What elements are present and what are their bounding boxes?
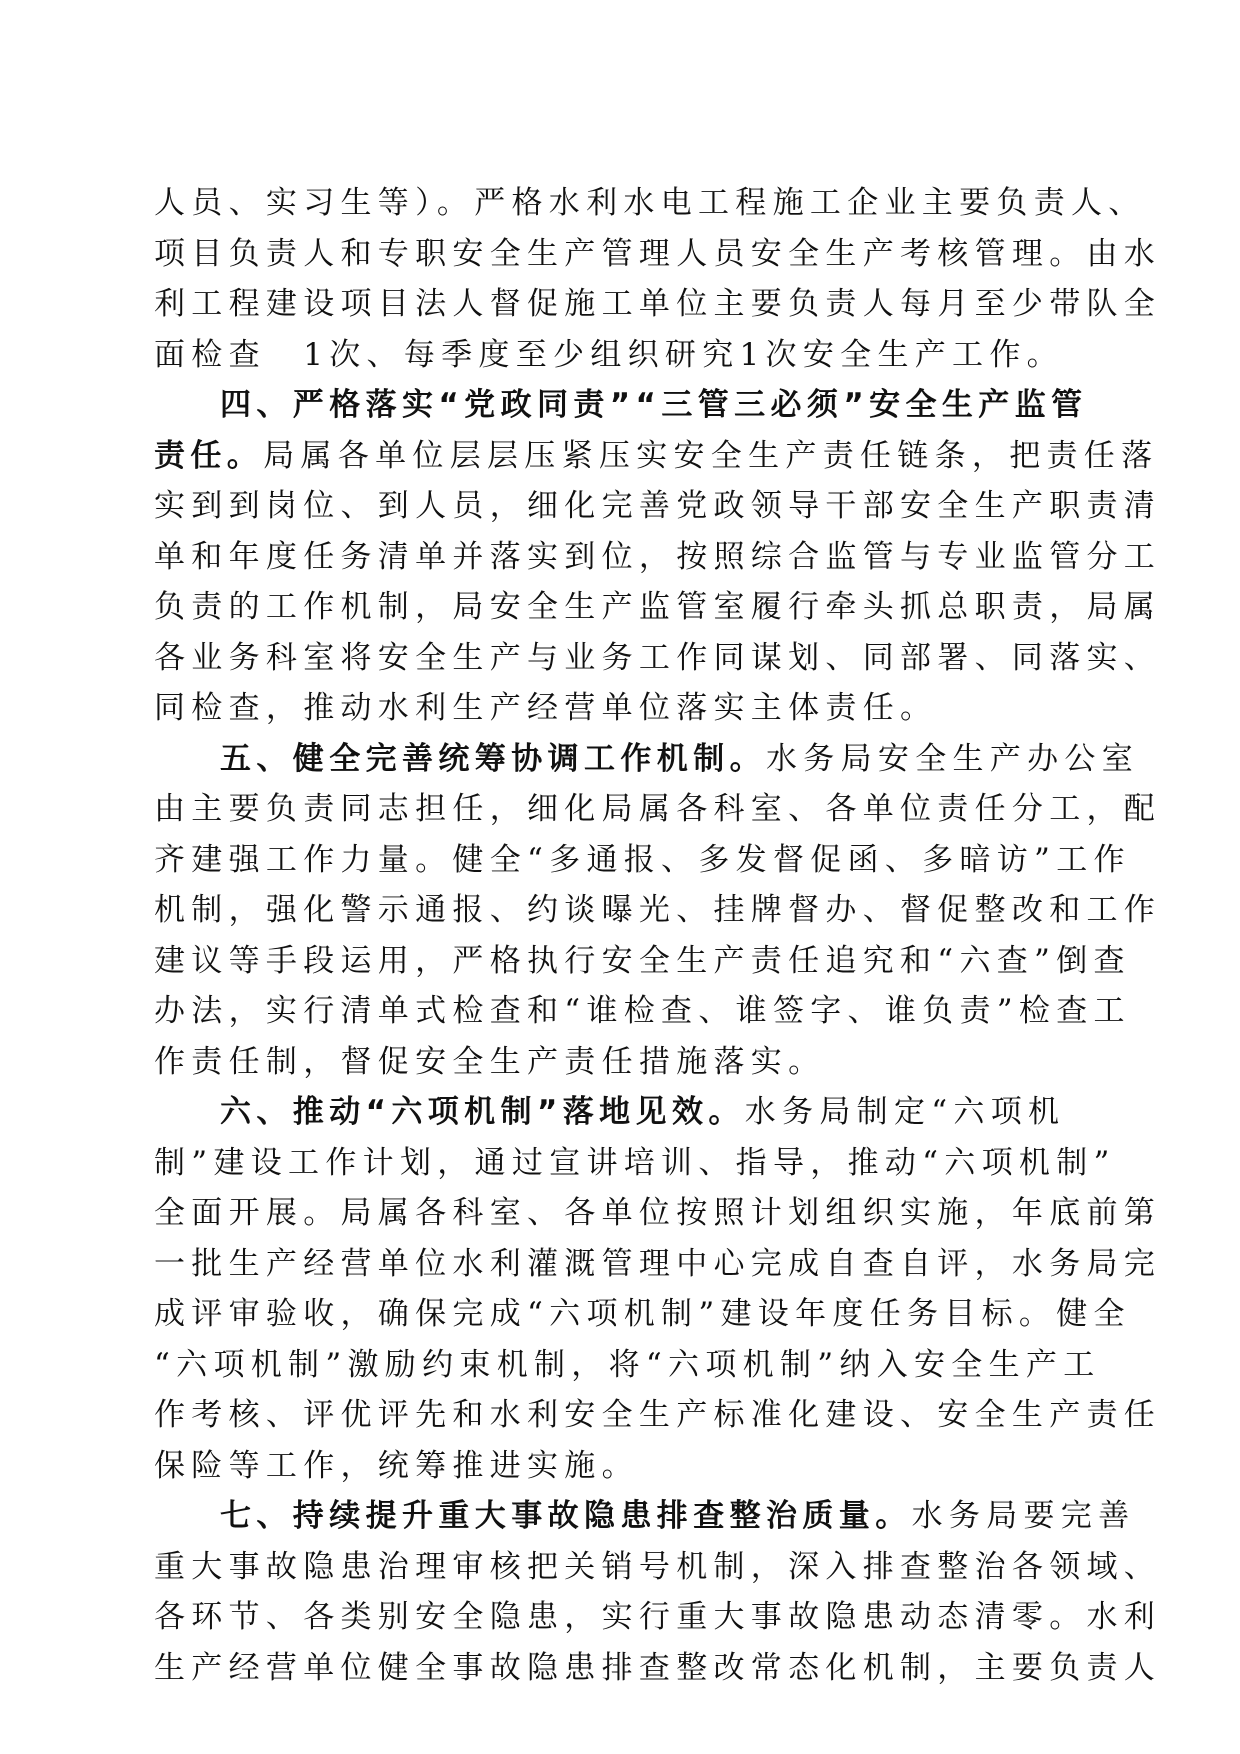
text-line — [154, 431, 1159, 482]
text-line: 负责的工作机制，局安全生产监管室履行牵头抓总职责，局属 — [154, 589, 1162, 625]
text-line: 各环节、各类别安全隐患，实行重大事故隐患动态清零。水利 — [154, 1599, 1162, 1635]
text-line: 一批生产经营单位水利灌溉管理中心完成自查自评，水务局完 — [154, 1245, 1162, 1282]
text-line: 成评审验收，确保完成“六项机制”建设年度任务目标。健全 — [154, 1296, 1131, 1332]
text-line: 单和年度任务清单并落实到位，按照综合监管与专业监管分工 — [154, 538, 1162, 575]
text-line: 作考核、评优评先和水利安全生产标准化建设、安全生产责任 — [154, 1397, 1162, 1433]
text-line: 面检查 1次、每季度至少组织研究1次安全生产工作。 — [154, 336, 1064, 373]
paragraph-section-7 — [154, 1491, 1162, 1693]
text-line: 人员、实习生等）。严格水利水电工程施工企业主要负责人、 — [154, 185, 1146, 221]
section-heading-end: 责任。 — [154, 437, 264, 474]
text-line — [154, 1491, 1136, 1542]
text-line-rest: 局属各单位层层压紧压实安全生产责任链条，把责任落 — [263, 437, 1159, 474]
paragraph-continuation — [154, 178, 1162, 380]
text-line: 机制，强化警示通报、约谈曝光、挂牌督办、督促整改和工作 — [154, 892, 1162, 928]
text-line-rest: 水务局制定“六项机 — [744, 1094, 1066, 1130]
section-heading: 五、健全完善统筹协调工作机制。 — [220, 740, 766, 777]
text-line: 建议等手段运用，严格执行安全生产责任追究和“六查”倒查 — [154, 942, 1131, 979]
paragraph-section-6 — [154, 1087, 1162, 1491]
text-line: 全面开展。局属各科室、各单位按照计划组织实施，年底前第 — [154, 1195, 1162, 1231]
text-line: 项目负责人和专职安全生产管理人员安全生产考核管理。由水 — [154, 235, 1162, 272]
section-heading: 六、推动“六项机制”落地见效。 — [220, 1094, 745, 1130]
text-line: 由主要负责同志担任，细化局属各科室、各单位责任分工，配 — [154, 791, 1162, 827]
text-line: 生产经营单位健全事故隐患排查整改常态化机制，主要负责人 — [154, 1649, 1162, 1686]
text-line: “六项机制”激励约束机制，将“六项机制”纳入安全生产工 — [154, 1346, 1101, 1383]
text-line: 同检查，推动水利生产经营单位落实主体责任。 — [154, 690, 938, 726]
text-line: 利工程建设项目法人督促施工单位主要负责人每月至少带队全 — [154, 286, 1162, 322]
section-heading: 七、持续提升重大事故隐患排查整治质量。 — [220, 1498, 912, 1534]
text-line: 各业务科室将安全生产与业务工作同谋划、同部署、同落实、 — [154, 639, 1162, 676]
text-line — [154, 734, 1139, 785]
paragraph-section-4 — [154, 380, 1162, 734]
section-heading: 四、严格落实“党政同责”“三管三必须”安全生产监管 — [220, 387, 1088, 423]
paragraph-section-5 — [154, 734, 1162, 1088]
text-line-rest: 水务局要完善 — [911, 1498, 1136, 1534]
text-line — [154, 1087, 1086, 1138]
text-line: 办法，实行清单式检查和“谁检查、谁签字、谁负责”检查工 — [154, 993, 1131, 1029]
text-line-rest: 水务局安全生产办公室 — [766, 740, 1139, 777]
text-line: 齐建强工作力量。健全“多通报、多发督促函、多暗访”工作 — [154, 841, 1131, 878]
text-line: 制”建设工作计划，通过宣讲培训、指导，推动“六项机制” — [154, 1144, 1116, 1181]
text-line: 重大事故隐患治理审核把关销号机制，深入排查整治各领域、 — [154, 1548, 1162, 1585]
text-line: 实到到岗位、到人员，细化完善党政领导干部安全生产职责清 — [154, 488, 1162, 524]
text-line: 保险等工作，统筹推进实施。 — [154, 1447, 639, 1484]
text-line: 作责任制，督促安全生产责任措施落实。 — [154, 1043, 826, 1080]
